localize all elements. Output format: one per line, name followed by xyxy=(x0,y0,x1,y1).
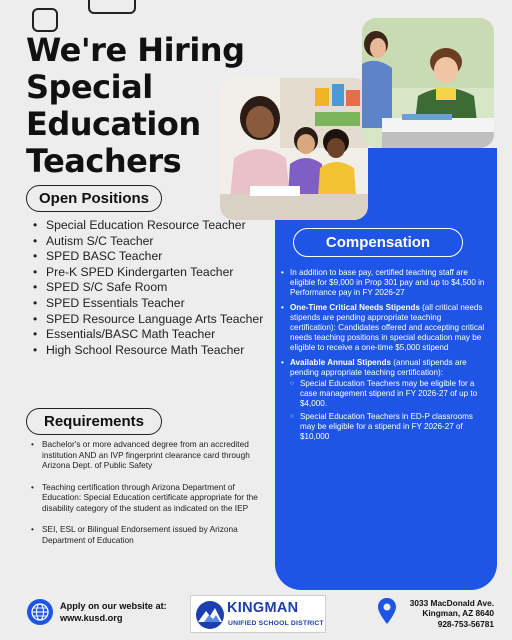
website-link[interactable]: www.kusd.org xyxy=(60,613,123,623)
list-item xyxy=(281,358,487,443)
compensation-list xyxy=(281,268,487,446)
list-item: • Special Education Resource Teacher xyxy=(30,218,270,234)
decorative-square xyxy=(32,8,58,32)
district-logo xyxy=(190,595,326,633)
open-positions-heading: Open Positions xyxy=(26,185,162,212)
critical-stipend-title: One-Time Critical Needs Stipends xyxy=(290,302,420,312)
logo-name: KINGMAN xyxy=(227,600,299,616)
list-item: • High School Resource Math Teacher xyxy=(30,343,270,359)
annual-stipend-list xyxy=(290,379,487,442)
list-item: • Pre-K SPED Kindergarten Teacher xyxy=(30,265,270,281)
requirements-heading: Requirements xyxy=(26,408,162,435)
footer xyxy=(0,592,512,640)
compensation-heading: Compensation xyxy=(293,228,463,257)
positions-list xyxy=(30,218,270,358)
list-item: • SEI, ESL or Bilingual Endorsement issued by Arizona Department of Education xyxy=(30,524,265,545)
teacher-boy-photo xyxy=(362,18,494,148)
list-item: • SPED Resource Language Arts Teacher xyxy=(30,312,270,328)
list-item: • Essentials/BASC Math Teacher xyxy=(30,327,270,343)
annual-stipend-title: Available Annual Stipends xyxy=(290,357,392,367)
list-item: • Autism S/C Teacher xyxy=(30,234,270,250)
address-city: Kingman, AZ 8640 xyxy=(422,608,494,619)
apply-label: Apply on our website at: xyxy=(60,601,167,611)
decorative-square xyxy=(88,0,136,14)
address-street: 3033 MacDonald Ave. xyxy=(409,598,494,608)
annual-stipend-text: (annual stipends are pending appropriate teaching certification): xyxy=(290,357,467,377)
list-item: • SPED Essentials Teacher xyxy=(30,296,270,312)
teacher-students-photo xyxy=(220,78,368,220)
list-item: • Bachelor's or more advanced degree from an accredited institution AND an IVP fingerprint clearance card through Arizona Dept. of Public Safety xyxy=(30,439,265,471)
phone-number: 928-753-56781 xyxy=(437,618,494,629)
apply-info xyxy=(60,600,167,624)
logo-subtitle: UNIFIED SCHOOL DISTRICT xyxy=(228,620,324,627)
title-line: We're Hiring xyxy=(26,31,245,69)
title-line: Teachers xyxy=(26,142,182,180)
list-item xyxy=(281,303,487,354)
globe-icon xyxy=(27,599,53,625)
list-item: • Teaching certification through Arizona Department of Education: Special Education certificate appropriate for the disability category of the student as indicated on the IEP xyxy=(30,482,265,514)
list-item: ○ Special Education Teachers may be eligible for a case management stipend in FY 2026-27 of up to $4,000. xyxy=(290,379,487,410)
address-block xyxy=(410,598,494,629)
requirements-list xyxy=(30,439,265,556)
title-line: Special xyxy=(26,68,153,106)
critical-stipend-text: (all critical needs stipends are pending appropriate teaching certification): Candidates offered and accepting critical needs teaching positions in special education may be eligible to receive a one-time $5,000 stipend xyxy=(290,302,485,353)
list-item: • In addition to base pay, certified teaching staff are eligible for $9,000 in Prop 301 pay and up to $4,500 in Performance pay in FY 2026-27 xyxy=(281,268,487,299)
list-item: • SPED S/C Safe Room xyxy=(30,280,270,296)
mountain-logo-icon xyxy=(195,600,225,630)
title-line: Education xyxy=(26,105,201,143)
list-item: ○ Special Education Teachers in ED-P classrooms may be eligible for a stipend in FY 2026-27 of $10,000 xyxy=(290,412,487,443)
list-item: • SPED BASC Teacher xyxy=(30,249,270,265)
location-pin-icon xyxy=(378,598,396,624)
